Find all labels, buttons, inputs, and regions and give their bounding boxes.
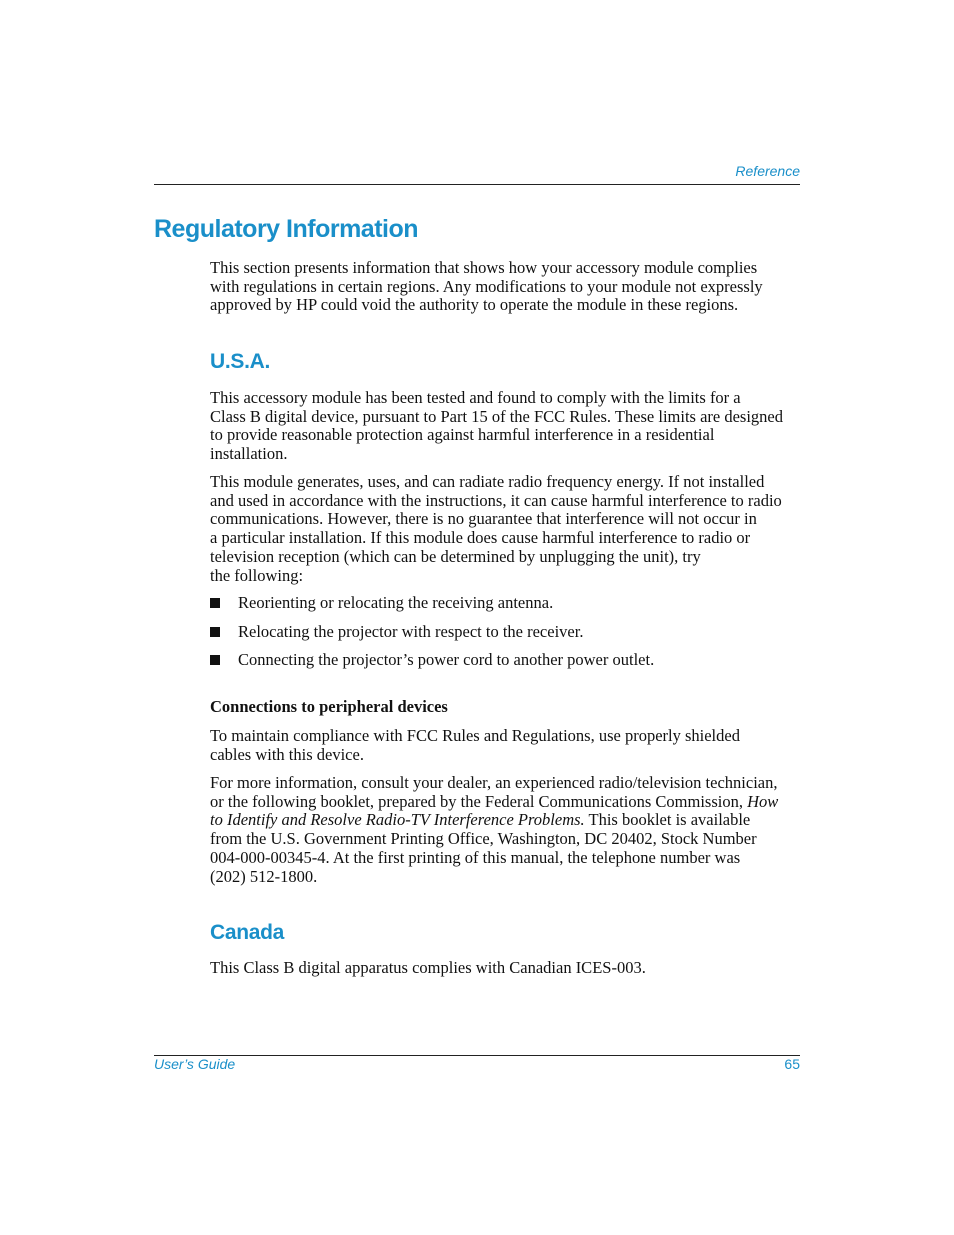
intro-line: with regulations in certain regions. Any modifications to your module not expressly	[210, 276, 763, 296]
footer-rule	[154, 1055, 800, 1056]
usa-p2-line: and used in accordance with the instructions, it can cause harmful interference to radio	[210, 490, 782, 510]
usa-paragraph-2	[210, 473, 800, 585]
usa-p4-line: (202) 512-1800.	[210, 866, 318, 886]
footer-guide-title: User’s Guide	[154, 1056, 236, 1072]
usa-paragraph-3	[210, 727, 800, 764]
list-item-text: Relocating the projector with respect to the receiver.	[238, 622, 584, 641]
usa-p4-text: This booklet is available	[588, 810, 751, 830]
usa-p1-line: Class B digital device, pursuant to Part 15 of the FCC Rules. These limits are designed	[210, 406, 783, 426]
intro-paragraph	[210, 259, 800, 315]
usa-paragraph-1	[210, 389, 800, 464]
usa-p2-line: the following:	[210, 565, 304, 585]
page-number: 65	[784, 1056, 800, 1072]
usa-p4-line	[210, 793, 800, 812]
section-heading-canada: Canada	[210, 921, 285, 944]
canada-line: This Class B digital apparatus complies with Canadian ICES-003.	[210, 958, 646, 977]
usa-p4-line: from the U.S. Government Printing Office, Washington, DC 20402, Stock Number	[210, 829, 757, 849]
usa-p1-line: This accessory module has been tested and found to comply with the limits for a	[210, 388, 741, 407]
list-item-text: Reorienting or relocating the receiving antenna.	[238, 593, 554, 612]
usa-p4-text: or the following booklet, prepared by the Federal Communications Commission,	[210, 791, 743, 811]
intro-line: approved by HP could void the authority to operate the module in these regions.	[210, 295, 739, 315]
list-item-text: Connecting the projector’s power cord to another power outlet.	[238, 650, 655, 669]
usa-p3-line: To maintain compliance with FCC Rules and Regulations, use properly shielded	[210, 726, 740, 745]
usa-p4-line	[210, 811, 800, 830]
square-bullet-icon	[210, 598, 220, 608]
page-title: Regulatory Information	[154, 215, 419, 243]
usa-p2-line: This module generates, uses, and can radiate radio frequency energy. If not installed	[210, 472, 765, 491]
booklet-title-start: How	[747, 791, 779, 811]
intro-line: This section presents information that shows how your accessory module complies	[210, 258, 758, 277]
subheading-peripheral-devices: Connections to peripheral devices	[210, 697, 448, 716]
running-head: Reference	[735, 163, 800, 179]
square-bullet-icon	[210, 627, 220, 637]
usa-p1-line: to provide reasonable protection against harmful interference in a residential	[210, 425, 715, 445]
usa-p4-line: 004-000-00345-4. At the first printing of this manual, the telephone number was	[210, 847, 741, 867]
usa-p2-line: communications. However, there is no guarantee that interference will not occur in	[210, 509, 757, 529]
booklet-title-end: to Identify and Resolve Radio-TV Interference Problems.	[210, 810, 585, 830]
section-heading-usa: U.S.A.	[210, 350, 271, 373]
usa-p4-line: For more information, consult your dealer, an experienced radio/television technician,	[210, 773, 778, 792]
usa-paragraph-4	[210, 774, 800, 886]
usa-p2-line: a particular installation. If this module does cause harmful interference to radio or	[210, 528, 751, 548]
square-bullet-icon	[210, 655, 220, 665]
usa-p2-line: television reception (which can be determined by unplugging the unit), try	[210, 546, 701, 566]
canada-paragraph	[210, 959, 800, 978]
usa-p3-line: cables with this device.	[210, 744, 364, 764]
header-rule	[154, 184, 800, 185]
usa-p1-line: installation.	[210, 444, 288, 464]
